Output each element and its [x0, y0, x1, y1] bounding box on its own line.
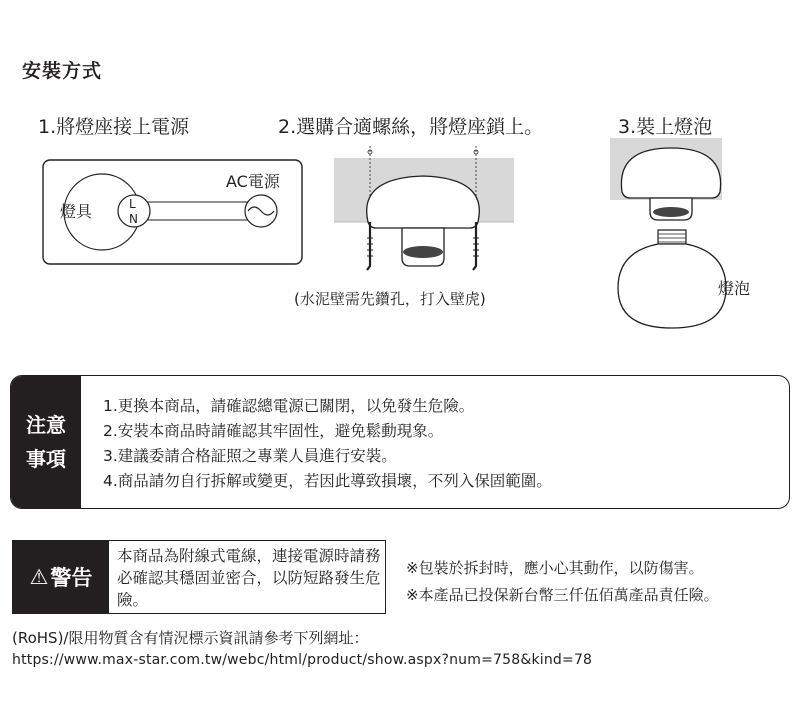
terminal-n-label: N	[129, 212, 138, 226]
warning-triangle-icon: ⚠	[29, 565, 49, 589]
fixture-label: 燈具	[60, 202, 93, 221]
bulb-install-illustration	[600, 138, 780, 338]
socket-opening	[403, 246, 443, 258]
ac-power-label: AC電源	[226, 172, 280, 191]
cautions-box	[10, 375, 790, 509]
section-title: 安裝方式	[22, 60, 103, 82]
list-item: 4.商品請勿自行拆解或變更，若因此導致損壞，不列入保固範圍。	[103, 472, 552, 490]
bulb-label: 燈泡	[718, 279, 751, 298]
cautions-tag-line2: 事項	[26, 447, 66, 471]
product-url: https://www.max-star.com.tw/webc/html/product/show.aspx?num=758&kind=78	[12, 652, 593, 668]
step-3-label: 3.裝上燈泡	[618, 116, 713, 138]
warning-tag	[13, 541, 109, 613]
list-item: 2.安裝本商品時請確認其牢固性，避免鬆動現象。	[103, 422, 444, 440]
warning-text: 本商品為附線式電線，連接電源時請務必確認其穩固並密合，以防短路發生危險。	[117, 547, 381, 609]
cautions-tag-line1: 注意	[26, 413, 66, 437]
socket-base	[621, 148, 720, 198]
packaging-note: ※包裝於拆封時，應小心其動作，以防傷害。	[406, 559, 704, 577]
warning-tag-label: 警告	[50, 566, 93, 590]
insurance-note: ※本產品已投保新台幣三仟伍佰萬產品責任險。	[406, 586, 719, 604]
wiring-diagram	[40, 156, 306, 268]
list-item: 3.建議委請合格証照之專業人員進行安裝。	[103, 447, 397, 465]
cautions-list	[103, 394, 552, 494]
terminal-l-label: L	[129, 197, 136, 211]
cautions-tag	[11, 376, 81, 508]
socket-base	[367, 176, 480, 228]
bulb-icon	[618, 244, 726, 328]
drill-note: (水泥壁需先鑽孔，打入壁虎)	[294, 290, 486, 308]
step-1-label: 1.將燈座接上電源	[38, 116, 190, 138]
warning-box	[12, 540, 386, 614]
step-2-label: 2.選購合適螺絲，將燈座鎖上。	[278, 116, 544, 138]
list-item: 1.更換本商品，請確認總電源已關閉，以免發生危險。	[103, 397, 475, 415]
ceiling-mount-illustration	[334, 146, 514, 276]
rohs-note: (RoHS)/限用物質含有情況標示資訊請參考下列網址：	[12, 629, 369, 647]
